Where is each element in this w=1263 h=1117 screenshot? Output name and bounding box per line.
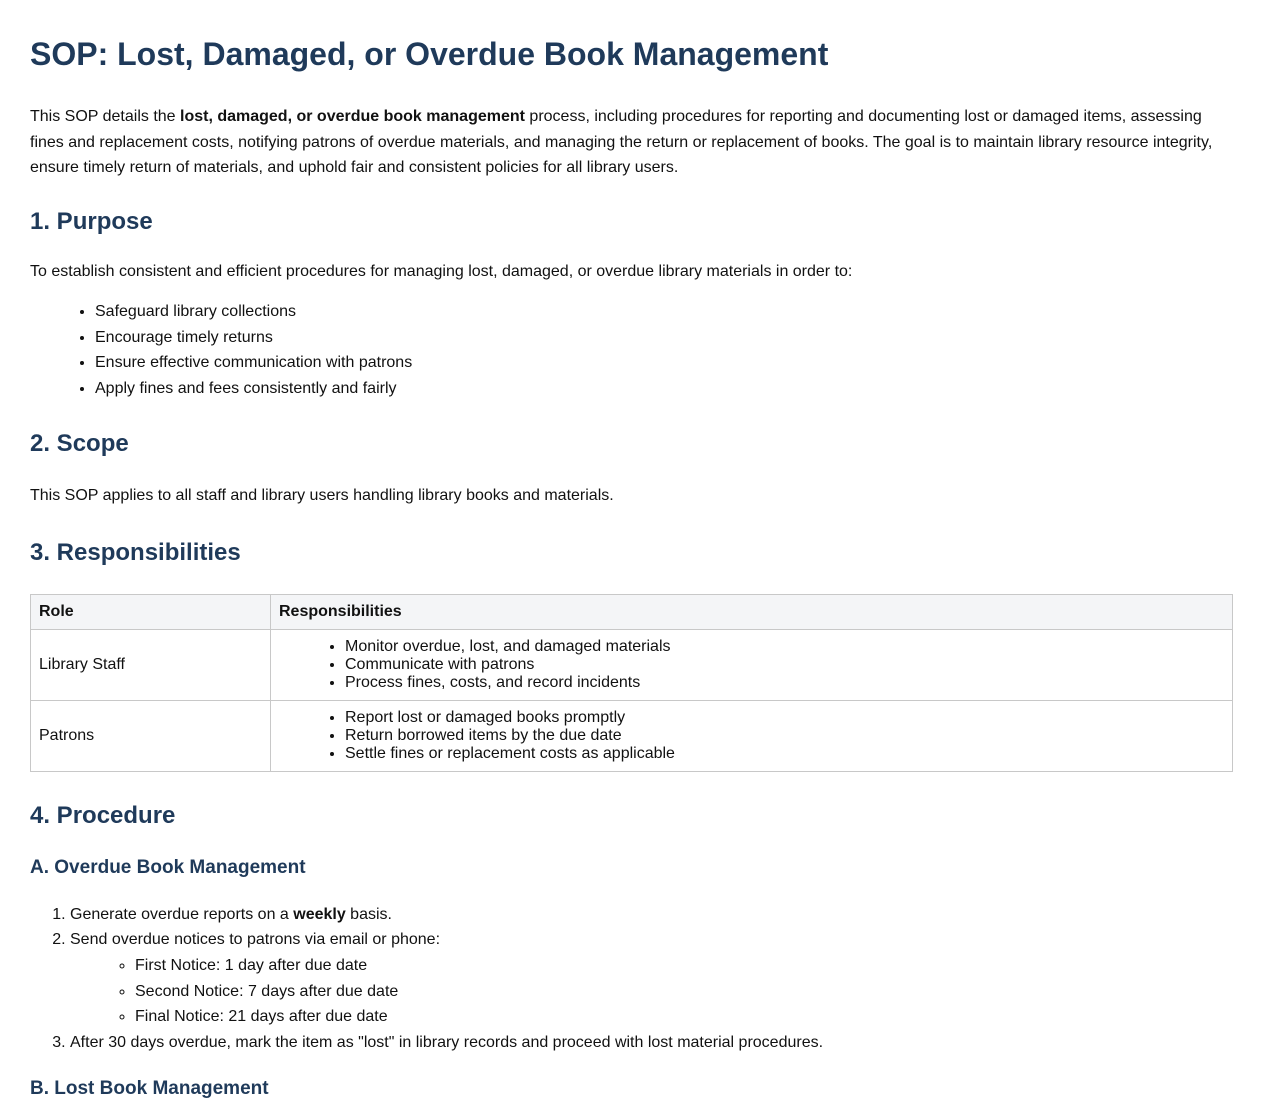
column-header-role: Role <box>31 594 271 629</box>
list-item: ◦ Final Notice: 21 days after due date <box>135 1004 1233 1030</box>
list-item: • Report lost or damaged books promptly <box>345 709 1224 727</box>
list-item: • Return borrowed items by the due date <box>345 727 1224 745</box>
list-item: • Process fines, costs, and record incidents <box>345 674 1224 692</box>
notice-schedule-list <box>70 953 1233 1030</box>
list-item: • Ensure effective communication with patrons <box>95 350 1233 376</box>
intro-text-start: This SOP details the <box>30 108 180 125</box>
role-cell: Patrons <box>31 700 271 771</box>
table-header-row <box>31 594 1233 629</box>
list-item <box>70 902 1233 928</box>
step-text: basis. <box>345 905 392 923</box>
scope-heading: 2. Scope <box>30 430 129 458</box>
list-item: 3. After 30 days overdue, mark the item as "lost" in library records and proceed with lost material procedures. <box>70 1030 1233 1056</box>
list-item: ◦ First Notice: 1 day after due date <box>135 953 1233 979</box>
list-item: ◦ Second Notice: 7 days after due date <box>135 979 1233 1005</box>
step-text: Send overdue notices to patrons via email or phone: <box>70 931 441 949</box>
intro-text-end: process, including procedures for reporting and documenting lost or damaged items, assessing fines and replacement costs, notifying patrons of overdue materials, and managing the return or replacement of books. The goal is to maintain library resource integrity, ensure timely return of materials, and uphold fair and consistent policies for all library users. <box>30 108 1213 176</box>
overdue-steps-list <box>30 902 1233 1056</box>
list-item: • Communicate with patrons <box>345 656 1224 674</box>
purpose-heading: 1. Purpose <box>30 207 153 235</box>
purpose-text: To establish consistent and efficient procedures for managing lost, damaged, or overdue library materials in order to: <box>30 262 853 280</box>
step-text-bold: weekly <box>293 905 346 923</box>
page-title: SOP: Lost, Damaged, or Overdue Book Management <box>30 36 829 72</box>
responsibilities-list <box>279 709 1224 763</box>
list-item: • Monitor overdue, lost, and damaged materials <box>345 638 1224 656</box>
table-row <box>31 629 1233 700</box>
purpose-list <box>30 299 1233 401</box>
responsibilities-heading: 3. Responsibilities <box>30 538 241 566</box>
list-item: • Apply fines and fees consistently and fairly <box>95 376 1233 402</box>
responsibilities-cell <box>271 700 1233 771</box>
scope-text: This SOP applies to all staff and library users handling library books and materials. <box>30 487 614 505</box>
procedure-heading: 4. Procedure <box>30 801 176 829</box>
list-item: • Encourage timely returns <box>95 325 1233 351</box>
intro-paragraph <box>30 104 1225 181</box>
role-cell: Library Staff <box>31 629 271 700</box>
list-item: • Settle fines or replacement costs as applicable <box>345 745 1224 763</box>
responsibilities-table <box>30 594 1233 772</box>
lost-management-heading: B. Lost Book Management <box>30 1078 269 1100</box>
list-item: • Safeguard library collections <box>95 299 1233 325</box>
overdue-management-heading: A. Overdue Book Management <box>30 856 306 878</box>
column-header-responsibilities: Responsibilities <box>271 594 1233 629</box>
list-item <box>70 927 1233 1029</box>
intro-text-bold: lost, damaged, or overdue book management <box>180 108 525 125</box>
responsibilities-list <box>279 638 1224 692</box>
step-text: Generate overdue reports on a <box>70 905 294 923</box>
responsibilities-cell <box>271 629 1233 700</box>
table-row <box>31 700 1233 771</box>
